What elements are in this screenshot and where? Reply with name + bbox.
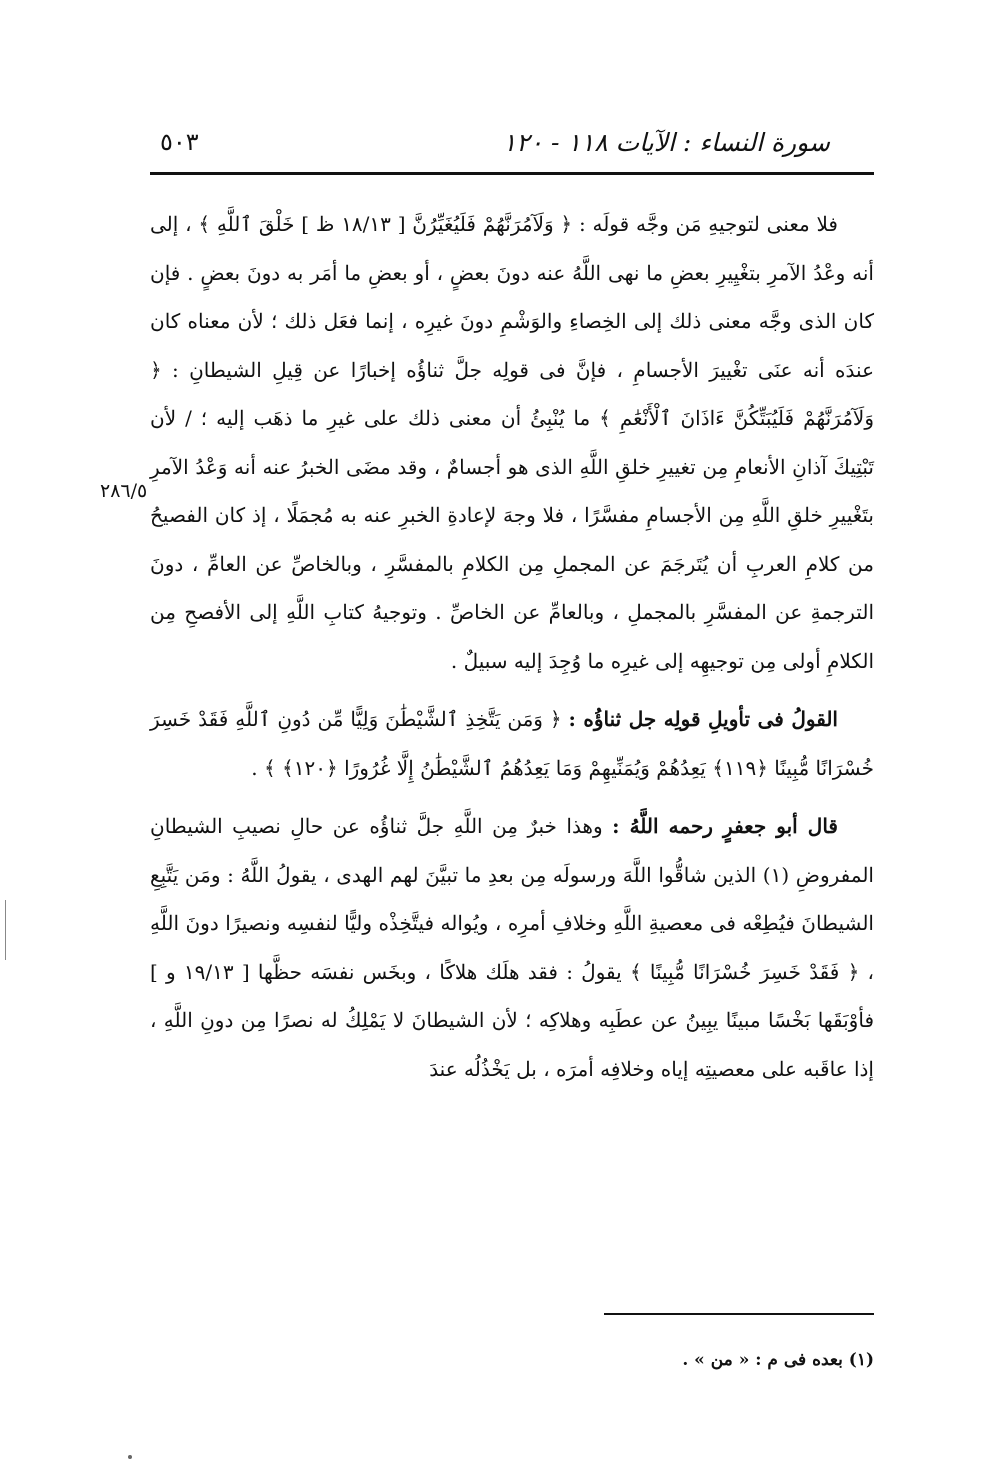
footnote: (١) بعده فى م : « من » .	[682, 1350, 874, 1370]
paragraph-lead: القولُ فى تأويلِ قولِه جل ثناؤُه :	[568, 707, 838, 731]
paragraph-body: وهذا خبرٌ مِن اللَّهِ جلَّ ثناؤُه عن حالِ نصيبِ الشيطانِ المفروضِ (١) الذين شاقُّوا اللَّهَ ورسولَه مِن بعدِ ما تبيَّنَ لهم الهدى ، يقولُ اللَّهُ : ومَن يَتَّبِعِ الشيطانَ فيُطِعْه فى معصيةِ اللَّهِ وخلافِ أمرِه ، ويُواله فيتَّخِذْه وليًّا لنفسِه ونصيرًا دونَ اللَّهِ ، ﴿ فَقَدْ خَسِرَ خُسْرَانًا مُّبِينًا ﴾ يقولُ : فقد هلَك هلاكًا ، وبخَس نفسَه حظَّها [ ١٩/١٣ و ] فأوْبَقَها بَخْسًا مبينًا يبِينُ عن عطَبِه وهلاكِه ؛ لأن الشيطانَ لا يَمْلِكُ له نصرًا مِن دونِ اللَّهِ ، إذا عاقَبه على معصيتِه إياه وخلافِه أمرَه ، بل يَخْذُلُه عندَ	[150, 814, 874, 1081]
page-number: ٥٠٣	[160, 128, 199, 156]
margin-reference: ٢٨٦/٥	[100, 480, 148, 502]
paragraph-3	[150, 802, 874, 1093]
paragraph-1	[150, 200, 874, 685]
paragraph-body: ﴿ وَمَن يَتَّخِذِ ٱلشَّيْطَٰنَ وَلِيًّا مِّن دُونِ ٱللَّهِ فَقَدْ خَسِرَ خُسْرَانًا مُّبِينًا ﴿١١٩﴾ يَعِدُهُمْ وَيُمَنِّيهِمْ وَمَا يَعِدُهُمُ ٱلشَّيْطَٰنُ إِلَّا غُرُورًا ﴿١٢٠﴾ ﴾ .	[150, 707, 874, 780]
scan-edge-mark	[5, 900, 6, 960]
header-divider	[150, 172, 874, 175]
surah-title: سورة النساء : الآيات ١١٨ - ١٢٠	[502, 128, 830, 157]
paragraph-lead: قال أبو جعفرٍ رحمه اللَّهُ :	[612, 814, 838, 838]
paragraph-body: فلا معنى لتوجيهِ مَن وجَّه قولَه : ﴿ وَلَآمُرَنَّهُمْ فَلَيُغَيِّرُنَّ [ ١٨/١٣ ظ ] خَلْقَ ٱللَّهِ ﴾ ، إلى أنه وعْدُ الآمرِ بتغْيِيرِ بعضِ ما نهى اللَّهُ عنه دونَ بعضٍ ، أو بعضِ ما أمَر به دونَ بعضٍ . فإن كان الذى وجَّه معنى ذلك إلى الخِصاءِ والوَشْمِ دونَ غيرِه ، إنما فعَل ذلك ؛ لأن معناه كان عندَه أنه عنَى تغْييرَ الأجسامِ ، فإنَّ فى قولِه جلَّ ثناؤُه إخبارًا عن قِيلِ الشيطانِ : ﴿ وَلَآمُرَنَّهُمْ فَلَيُبَتِّكُنَّ ءَاذَانَ ٱلْأَنْعَٰمِ ﴾ ما يُنْبِئُ أن معنى ذلك على غيرِ ما ذهَب إليه ؛ / لأن تَبْتِيكَ آذانِ الأنعامِ مِن تغييرِ خلقِ اللَّهِ الذى هو أجسامٌ ، وقد مضَى الخبرُ عنه أنه وَعْدُ الآمرِ بتَغْييرِ خلقِ اللَّهِ مِن الأجسامِ مفسَّرًا ، فلا وجهَ لإعادةِ الخبرِ عنه به مُجمَلًا ، إذ كان الفصيحُ من كلامِ العربِ أن يُتَرجَمَ عن المجملِ مِن الكلامِ بالمفسَّرِ ، وبالخاصِّ عن العامِّ ، دونَ الترجمةِ عن المفسَّرِ بالمجملِ ، وبالعامِّ عن الخاصِّ . وتوجيهُ كتابِ اللَّهِ إلى الأفصحِ مِن الكلامِ أولى مِن توجيهِه إلى غيرِه ما وُجِدَ إليه سبيلٌ .	[150, 212, 874, 673]
footnote-divider	[604, 1313, 874, 1315]
scan-speck	[128, 1455, 132, 1459]
main-text	[150, 200, 874, 1093]
paragraph-2	[150, 695, 874, 792]
running-header	[150, 128, 874, 168]
